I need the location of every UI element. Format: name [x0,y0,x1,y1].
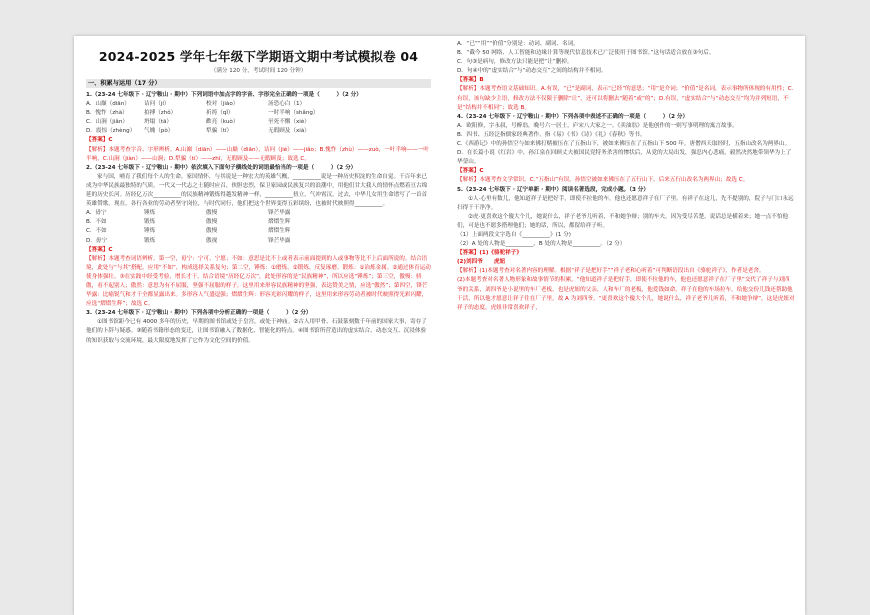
option-cell: 锤炼 [144,210,156,217]
analysis-text: 【解析】本题考查文学常识。C.“五指山”有误，孙悟空被如来佛压在了五行山下，后来五行山改名为两界山；故选 C。 [457,177,749,184]
question-4-option: C.《西游记》中的孙悟空与如来佛打赌被压在了五指山下，被如来佛压在了五指山下 500 年。唐僧西天取经时，五指山改名为两界山。 [457,141,791,148]
option-cell: 傲慢 [206,228,218,235]
option-cell: 一时半响（shǎng） [268,110,319,117]
question-5-fill: （1）上面两段文字选自《__________》(1 分) [457,231,571,238]
analysis-text: 【解析】本题考查字音、字形辨析。A.山巅（diān）——山巅（diān），诘问（jié）——jiǎo；B.愧怍（zhù）——zuò，一叶半响——一叶半响，C.山涧（jiàn）——山涧；D.犁骗（tí）——zhī，无瑕顾及——无暇顾及；故选 C。 [86,146,430,162]
option-cell: 坍塌（tā） [144,119,172,126]
analysis-text: 【解析】本题考查词语辨析。第一空，毋宁：宁可、宁愿；不如：意思是比不上或者表示前面提到的人或事物等比不上后面所说的。结合语境，此处与“与其”搭配，应用“不如”，构成选择关系复句；第二空，锤炼：①磨炼。②锻炼，反复琢磨。锻炼：①冶炼金属。②通过体育运动使身体强壮。③在实践中经受考验，增长才干。结合语境“历经亿万次”，此处形容的是“民族精神”，所以应选“锤炼”；第三空，傲慢：骄傲，看不起别人；傲然：意思为有不屈服，坚强不屈服的样子，这里用来形容民族精神的坚强，表达赞美之情，应选“傲然”；第四空，锋芒毕露：比喻锐气和才干全都显露出来。多形容人气盛逞强；熠熠生辉：形容光彩闪耀的样子，这里用来形容劳动者被时代映照得光彩闪耀，应选“熠熠生辉”；故选 C。 [86,255,431,308]
option-cell: B．愧怍（zhà） [86,110,128,117]
analysis-text: 【解析】(1)本题考查对名著内容的理解。根据“祥子是把好手”“祥子老和心听着”可判断语段出自《骆驼祥子》，作者是老舍。 [457,268,765,275]
analysis-text: 【解析】本题考查语文基础知识。A.有误，“已”是副词，表示“已经”的意思；“用”是介词；“价值”是名词，表示事物所体现的有用性；C.有误，该句缺少主语，修改方法不仅限于删除“让”，还可以将删去“随着”或“的”；D.有误，“虚实结合”与“动态交互”均为并列短语，不是“结构并不相同”；故选 B。 [457,86,794,111]
right-column [457,40,795,313]
option-cell: 祈祷（qǐ） [206,110,234,117]
question-1-options [86,100,431,136]
option-cell: A．山巅（diān） [86,101,130,108]
option-cell: 犁骗（tí） [206,128,233,135]
question-3-option: D．句④中的“虚实结合”与“动态交互”之间的结构并不相同。 [457,68,607,75]
option-cell: 锋芒毕露 [268,210,291,217]
option-cell: 诘问（jí） [144,101,170,108]
question-3-option: A．“已”“用”“价值”分别是：动词、副词、名词。 [457,41,579,47]
option-cell: 拍搏（zhǒ） [144,110,177,117]
option-cell: 傲视 [206,237,218,244]
question-5-fill: （2）A 处的人物是__________，B 处的人物是__________。（2 分） [457,241,626,248]
question-4-stem: 4.（23-24 七年级下 · 辽宁鞍山 · 期中）下列各项中表述不正确的一项是（ ）（2 分） [457,113,689,120]
option-cell: 锻炼 [144,237,156,244]
option-cell: C．不如 [86,228,107,235]
answer-label: 【答案】C [86,137,113,144]
option-cell: B．不如 [86,219,107,226]
question-3-option: B．“截今 50 网络、人工智能和边缘计算等现代信息技术已广泛使用于图书馆。”这句话适合放在③句后。 [457,50,715,57]
page-subtitle: （满分 120 分，考试时间 120 分钟） [210,68,307,74]
option-cell [338,118,418,127]
option-cell: 熠熠生辉 [268,219,291,226]
question-3-passage: ①图书馆距今已有 4000 多年的历史，早期的图书馆或处于皇宫，或处于神庙。②古人用甲骨、石鼓篆刻数千年前的国家大事，寄存了他们的卜辞与疑惑。③随着书籍形态的变迁，让图书馆融入了数据化、智能化的特点。④图书馆所营造出的虚实结合、动态交互、沉浸体验的知识获取与交流环境，最大限度地发挥了它作为文化空间的价值。 [86,319,427,344]
option-cell: A．毋宁 [86,210,107,217]
option-cell: 熠熠生辉 [268,228,291,235]
answer-label: 【答案】C [86,246,113,253]
option-cell: 锋芒毕露 [268,237,291,244]
option-cell [338,127,418,136]
answer-label: 【答案】C [457,168,484,175]
option-cell: 傲慢 [206,210,218,217]
question-2-passage: 家与国，哺育了我们每个人的生命。家国情怀，与其说是一种宏大的英雄气概，__________说是一种历史积淀的生命自觉。千百年来已成为中华民族最独特的气质。一代又一代志之士随时应召，侠胆忠烈，保卫家园或民族复兴的浪潮中，用他们甘大我人的情怀点燃着亘古绵延的历史长河。历经亿万次__________的民族精神锻炼得越发精神一样，__________扭立，气冲霄汉。过去，中华儿女用生命谱写了一首首英雄赞歌。现在，各行各业的劳动者坚守岗位，与时代同行，他们把这个世界变得五彩缤纷，也被时代映照得__________。 [86,173,428,208]
option-cell: 锻炼 [144,219,156,226]
option-cell: 气魄（pò） [144,128,174,135]
option-cell: 至死不懈（xiè） [268,119,310,126]
option-cell: D．毋宁 [86,237,108,244]
answer-label: (2)刘四爷 虎妞 [457,259,506,266]
answer-label: 【答案】(1)《骆驼祥子》 [457,250,522,257]
option-cell [338,109,418,118]
question-2-stem: 2.（23-24 七年级下 · 辽宁鞍山 · 期中）依次填入下面句子横线处的词语最恰当的一项是（ ）（2 分） [86,164,357,171]
option-cell [338,100,418,109]
question-5-stem: 5.（23-24 七年级下 · 辽宁单新 · 期中）阅读名著选段，完成小题。（3 分） [457,186,649,193]
question-5-passage: ①人·心里有数儿，他知道祥子是把好手，即使不拉他的车，他也还愿意祥子在厂子里。有祥子在这儿，先不提别的，院子与门口永远扫得干干净净。 [457,195,794,211]
option-cell: 无瑕顾及（xià） [268,128,310,135]
option-cell: C．山涧（jiǎn） [86,119,128,126]
question-4-option: A．欧阳修，字永叔，号醉翁，晚号六一居士，庐宋八大家之一。《卖油翁》是他创作的一则写事明理的寓言故事。 [457,122,738,129]
question-3-option: C．句③是病句，修改方法只能是把“让”删掉。 [457,59,573,66]
question-2-options [86,209,431,245]
question-4-option: B．四书、五经泛指儒家经典著作。指《易》《书》《诗》《礼》《春秋》等书。 [457,131,646,138]
question-1-stem: 1.（23-24 七年级下 · 辽宁鞍山 · 期中）下列词语中加点字的字音、字形完全正确的一项是（ ）（2 分） [86,92,362,98]
question-4-option: D．在长篇小说《红岩》中，孙江泉在回顾丈夫被国民党特务杀害的惨状后，从党的大局出发，强忍内心悲痛，毅然决然地带领华为上了华蓥山。 [457,150,792,166]
section-heading: 一、积累与运用（17 分） [86,79,431,88]
option-cell: 歡亮（kuò） [206,119,239,126]
exam-page [74,36,805,615]
page-title: 2024-2025 学年七年级下学期语文期中考试模拟卷 04 [98,49,419,64]
option-cell: 锤炼 [144,228,156,235]
option-cell: 汤恐心白（1） [268,101,306,108]
option-cell: 傲慢 [206,219,218,226]
analysis-text: (2)本题考查对名著人物形象和故事情节的积累。“他知道祥子是把好手，即使不拉他的车，他也还愿意祥子在厂子里”交代了祥子与刘四爷的关系，刘四爷是小说里的车厂老板，也是虎妞的父亲，人和车厂的老板，他爱钱如命，祥子在他的车场拉车，给他交份儿钱还帮助他干活，所以他才愿意让祥子住在厂子里，故 A 为刘四爷。“更喜欢这个傻大个儿，她说什么，祥子老爷儿听着，不和她争辩”，这是虎妞对祥子的态度，虎妞非常喜欢祥子， [457,277,795,311]
option-cell: D．震惊（zhèng） [86,128,136,135]
answer-label: 【答案】B [457,77,484,84]
option-cell: 校对（jiào） [206,101,239,108]
question-3-stem: 3.（23-24 七年级下 · 辽宁鞍山 · 期中）下列各项中分析正确的一项是（ ）（2 分） [86,310,312,317]
question-5-passage: ②虎·更喜欢这个傻大个儿，她说什么，祥子老爷儿听着，不和她争辩；别的车夫，因为受尽苦楚，说话总是横着来；她一点不怕他们，可是也不愿多搭理他们；她的话，所以，都留给祥子听。 [457,213,789,229]
left-column [86,40,431,346]
